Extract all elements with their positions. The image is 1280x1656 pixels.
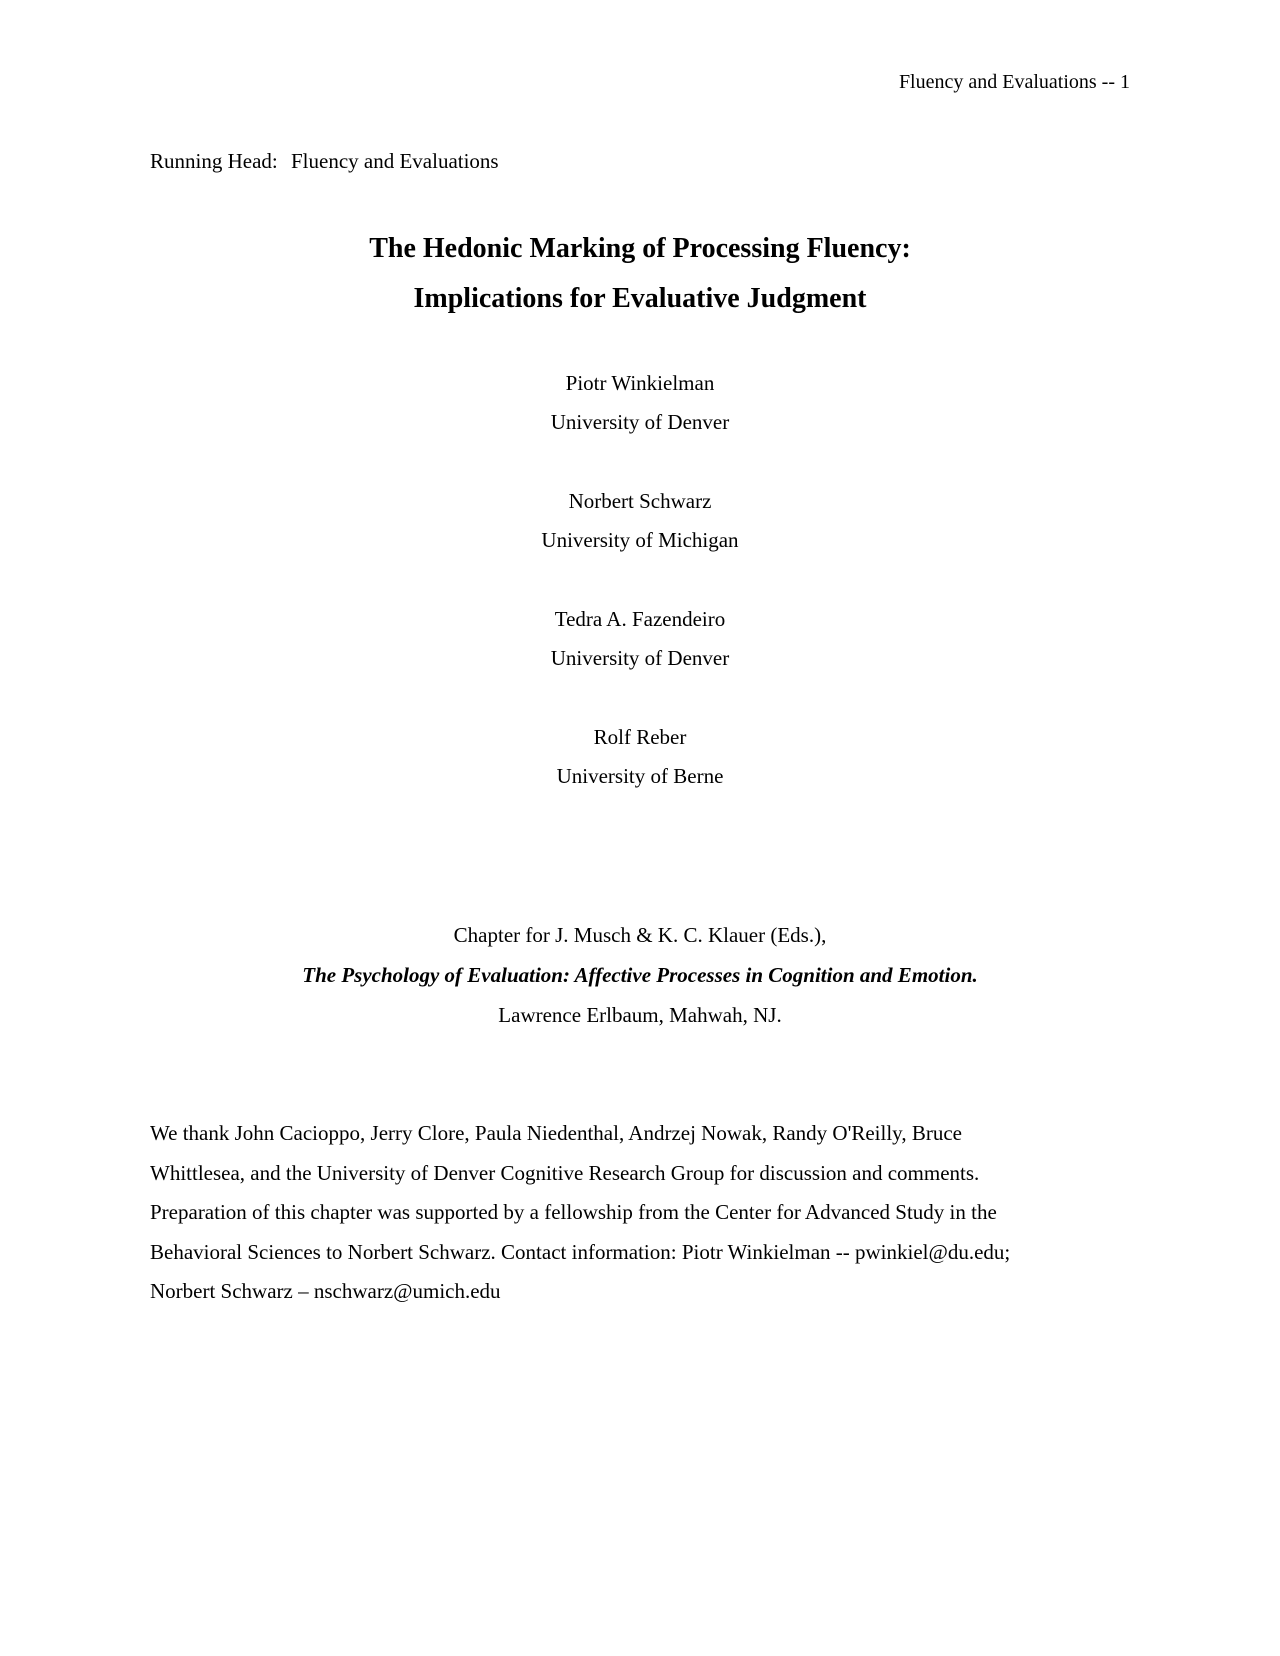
title-line-1: The Hedonic Marking of Processing Fluency: <box>369 233 911 264</box>
running-head-value: Fluency and Evaluations <box>290 149 499 173</box>
running-head-label: Running Head: <box>150 149 278 173</box>
author-name: Norbert Schwarz <box>568 489 712 513</box>
chapter-editors-line: Chapter for J. Musch & K. C. Klauer (Eds.), <box>453 923 827 947</box>
title-line-2: Implications for Evaluative Judgment <box>413 283 867 314</box>
acknowledgment-line: Whittlesea, and the University of Denver Cognitive Research Group for discussion and comments. <box>150 1160 980 1185</box>
publisher-line: Lawrence Erlbaum, Mahwah, NJ. <box>498 1003 782 1027</box>
acknowledgment-paragraph <box>150 1114 1130 1312</box>
author-block <box>0 718 1280 796</box>
running-head <box>150 148 499 174</box>
author-affiliation: University of Michigan <box>541 528 739 552</box>
book-title: The Psychology of Evaluation: Affective Processes in Cognition and Emotion. <box>302 963 978 987</box>
author-block <box>0 482 1280 560</box>
author-block <box>0 600 1280 678</box>
acknowledgment-line: Norbert Schwarz – nschwarz@umich.edu <box>150 1279 501 1303</box>
author-name: Rolf Reber <box>593 725 687 749</box>
acknowledgment-line: Behavioral Sciences to Norbert Schwarz. Contact information: Piotr Winkielman -- pwinkiel@du.edu; <box>150 1239 1011 1264</box>
author-affiliation: University of Denver <box>550 410 730 434</box>
author-affiliation: University of Berne <box>556 764 724 788</box>
page-header-text: Fluency and Evaluations -- 1 <box>898 71 1130 93</box>
paper-title <box>0 224 1280 324</box>
author-name: Tedra A. Fazendeiro <box>554 607 726 631</box>
author-name: Piotr Winkielman <box>565 371 715 395</box>
author-list <box>0 364 1280 836</box>
page-header <box>899 70 1130 94</box>
author-block <box>0 364 1280 442</box>
chapter-citation <box>0 915 1280 1035</box>
author-affiliation: University of Denver <box>550 646 730 670</box>
acknowledgment-line: We thank John Cacioppo, Jerry Clore, Paula Niedenthal, Andrzej Nowak, Randy O'Reilly, Bruce <box>150 1121 962 1145</box>
acknowledgment-line: Preparation of this chapter was supported by a fellowship from the Center for Advanced Study in the <box>150 1200 997 1224</box>
